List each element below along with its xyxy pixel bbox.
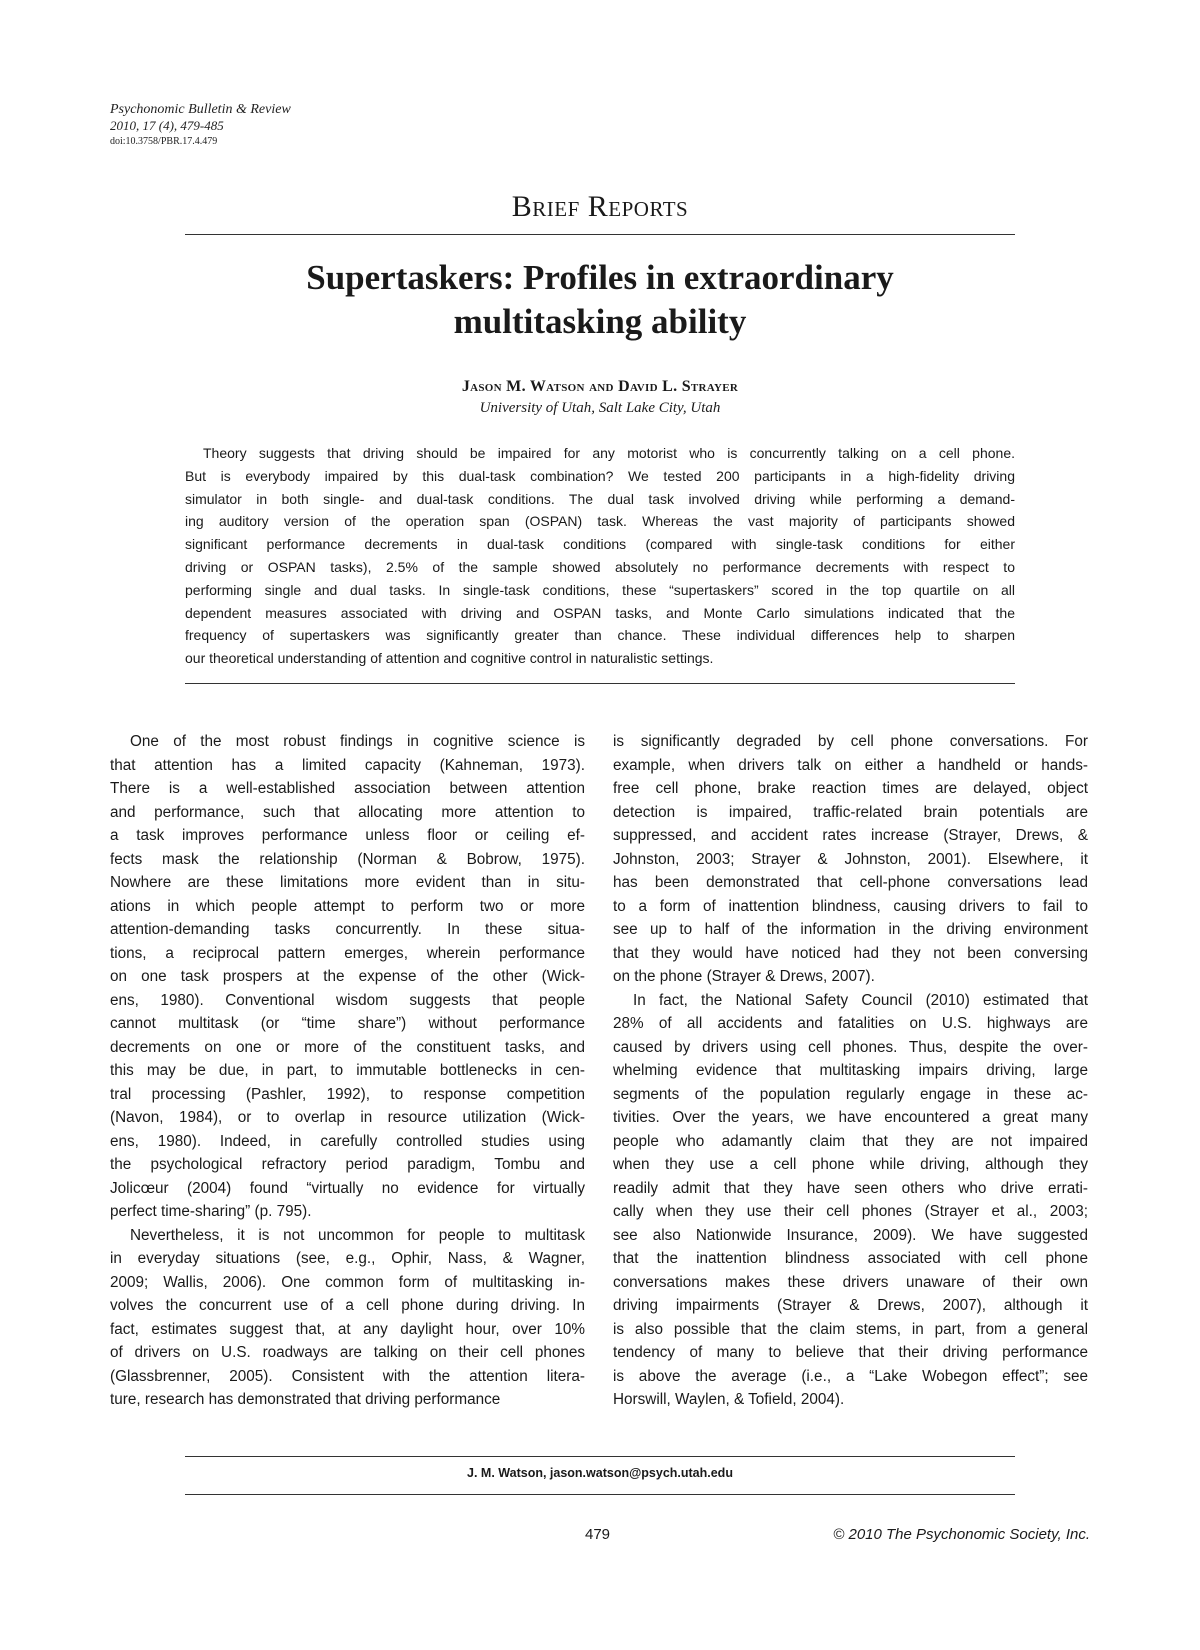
body-line: One of the most robust findings in cognitive science is xyxy=(130,733,585,750)
body-line: that they would have noticed had they not been conversing xyxy=(613,944,1088,962)
page-number: 479 xyxy=(585,1526,611,1543)
body-line: is significantly degraded by cell phone conversations. For xyxy=(613,733,1088,750)
body-line: that attention has a limited capacity (Kahneman, 1973). xyxy=(110,756,585,774)
body-line: tivities. Over the years, we have encountered a great many xyxy=(613,1109,1088,1126)
abstract-rule xyxy=(185,683,1015,684)
body-line: segments of the population regularly engage in these ac- xyxy=(613,1085,1088,1103)
body-line: fact, estimates suggest that, at any daylight hour, over 10% xyxy=(110,1320,585,1338)
body-line: has been demonstrated that cell-phone conversations lead xyxy=(613,874,1088,891)
body-line: detection is impaired, traffic-related brain potentials are xyxy=(613,803,1088,821)
body-line: is also possible that the claim stems, in part, from a general xyxy=(613,1320,1088,1338)
body-line: decrements on one or more of the constituent tasks, and xyxy=(110,1038,585,1056)
body-line: tral processing (Pashler, 1992), to response competition xyxy=(110,1085,585,1103)
abstract-line: ing auditory version of the operation span (OSPAN) task. Whereas the vast majority of participants showed xyxy=(185,513,1015,530)
body-line: a task improves performance unless floor or ceiling ef- xyxy=(110,827,585,844)
body-line: 2009; Wallis, 2006). One common form of multitasking in- xyxy=(110,1273,585,1291)
title-line: multitasking ability xyxy=(453,302,747,341)
body-line: ations in which people attempt to perform two or more xyxy=(110,897,585,915)
body-line: and performance, such that allocating more attention to xyxy=(110,803,585,821)
abstract-line: Theory suggests that driving should be impaired for any motorist who is concurrently talking on a cell phone. xyxy=(203,445,1015,461)
body-line: on one task prospers at the expense of the other (Wick- xyxy=(110,968,585,985)
body-line: free cell phone, brake reaction times are delayed, object xyxy=(613,780,1088,797)
abstract-line: But is everybody impaired by this dual-task combination? We tested 200 participants in a high-fidelity driving xyxy=(185,467,1015,484)
body-line: the psychological refractory period paradigm, Tombu and xyxy=(110,1156,585,1173)
body-line: of drivers on U.S. roadways are talking on their cell phones xyxy=(110,1344,585,1361)
footnote-rule-bottom xyxy=(185,1494,1015,1495)
section-label: Brief Reports xyxy=(511,190,689,223)
abstract xyxy=(185,442,1015,670)
abstract-line: simulator in both single- and dual-task conditions. The dual task involved driving while performing a demand- xyxy=(185,490,1015,507)
journal-header xyxy=(110,102,291,150)
body-line: caused by drivers using cell phones. Thus, despite the over- xyxy=(613,1038,1088,1056)
body-line: driving impairments (Strayer & Drews, 2007), although it xyxy=(613,1297,1088,1314)
body-line: tendency of many to believe that their driving performance xyxy=(613,1344,1088,1361)
body-column-right xyxy=(613,730,1088,1412)
authors: Jason M. Watson and David L. Strayer xyxy=(461,378,739,395)
abstract-line: significant performance decrements in dual-task conditions (compared with single-task conditions for either xyxy=(185,536,1015,553)
body-line: attention-demanding tasks concurrently. In these situa- xyxy=(110,921,585,938)
body-line: to a form of inattention blindness, causing drivers to fail to xyxy=(613,897,1088,915)
body-line: ture, research has demonstrated that driving performance xyxy=(110,1391,501,1408)
body-line: is above the average (i.e., a “Lake Wobegon effect”; see xyxy=(613,1367,1088,1385)
body-line: Nowhere are these limitations more evident than in situ- xyxy=(110,874,585,891)
body-line: that the inattention blindness associated with cell phone xyxy=(613,1250,1088,1267)
body-line: in everyday situations (see, e.g., Ophir, Nass, & Wagner, xyxy=(110,1250,585,1267)
body-line: 28% of all accidents and fatalities on U.S. highways are xyxy=(613,1015,1088,1032)
abstract-line: frequency of supertaskers was significantly greater than chance. These individual differences help to sharpen xyxy=(185,627,1015,644)
affiliation: University of Utah, Salt Lake City, Utah xyxy=(479,400,721,416)
body-line: people who adamantly claim that they are not impaired xyxy=(613,1132,1088,1150)
body-line: perfect time-sharing” (p. 795). xyxy=(110,1203,312,1220)
body-line: Jolicœur (2004) found “virtually no evidence for virtually xyxy=(110,1179,585,1197)
copyright: © 2010 The Psychonomic Society, Inc. xyxy=(833,1526,1090,1543)
body-line: example, when drivers talk on either a handheld or hands- xyxy=(613,756,1088,774)
journal-doi: doi:10.3758/PBR.17.4.479 xyxy=(110,136,218,147)
abstract-line: dependent measures associated with driving and OSPAN tasks, and Monte Carlo simulations indicated that the xyxy=(185,604,1015,621)
body-line: conversations makes these drivers unaware of their own xyxy=(613,1273,1088,1291)
abstract-line: driving or OSPAN tasks), 2.5% of the sample showed absolutely no performance decrements with respect to xyxy=(185,558,1015,575)
body-line: (Navon, 1984), or to overlap in resource utilization (Wick- xyxy=(110,1109,585,1126)
abstract-line: our theoretical understanding of attention and cognitive control in naturalistic settings. xyxy=(185,650,714,667)
body-line: when they use a cell phone while driving, although they xyxy=(613,1156,1088,1173)
body-line: readily admit that they have seen others who drive errati- xyxy=(613,1179,1088,1197)
body-line: Horswill, Waylen, & Tofield, 2004). xyxy=(613,1391,845,1408)
body-line: ens, 1980). Indeed, in carefully controlled studies using xyxy=(110,1132,585,1150)
body-line: Johnston, 2003; Strayer & Johnston, 2001). Elsewhere, it xyxy=(613,850,1088,868)
body-line: In fact, the National Safety Council (2010) estimated that xyxy=(633,991,1088,1009)
footnote-rule-top xyxy=(185,1456,1015,1457)
abstract-line: performing single and dual tasks. In single-task conditions, these “supertaskers” scored in the top quartile on all xyxy=(185,581,1015,598)
body-line: tions, a reciprocal pattern emerges, wherein performance xyxy=(110,944,585,962)
body-line: Nevertheless, it is not uncommon for people to multitask xyxy=(130,1226,585,1244)
body-line: on the phone (Strayer & Drews, 2007). xyxy=(613,968,875,985)
body-line: cally when they use their cell phones (Strayer et al., 2003; xyxy=(613,1203,1088,1220)
body-line: see up to half of the information in the driving environment xyxy=(613,921,1088,938)
title-line: Supertaskers: Profiles in extraordinary xyxy=(306,258,894,297)
journal-name: Psychonomic Bulletin & Review xyxy=(110,102,291,117)
body-line: ens, 1980). Conventional wisdom suggests that people xyxy=(110,991,585,1009)
body-line: cannot multitask (or “time share”) without performance xyxy=(110,1015,585,1032)
body-line: whelming evidence that multitasking impairs driving, large xyxy=(613,1062,1088,1079)
body-line: (Glassbrenner, 2005). Consistent with the attention litera- xyxy=(110,1367,585,1385)
body-line: volves the concurrent use of a cell phone during driving. In xyxy=(110,1297,585,1314)
author-note: J. M. Watson, jason.watson@psych.utah.edu xyxy=(467,1466,733,1480)
journal-volume: 2010, 17 (4), 479-485 xyxy=(110,118,224,133)
body-line: There is a well-established association between attention xyxy=(110,780,585,797)
body-line: see also Nationwide Insurance, 2009). We have suggested xyxy=(613,1226,1088,1244)
body-line: fects mask the relationship (Norman & Bobrow, 1975). xyxy=(110,850,585,868)
paper-title xyxy=(150,256,1050,344)
header-rule xyxy=(185,234,1015,235)
body-line: suppressed, and accident rates increase (Strayer, Drews, & xyxy=(613,827,1088,844)
body-line: this may be due, in part, to immutable bottlenecks in cen- xyxy=(110,1062,585,1079)
body-column-left xyxy=(110,730,585,1412)
